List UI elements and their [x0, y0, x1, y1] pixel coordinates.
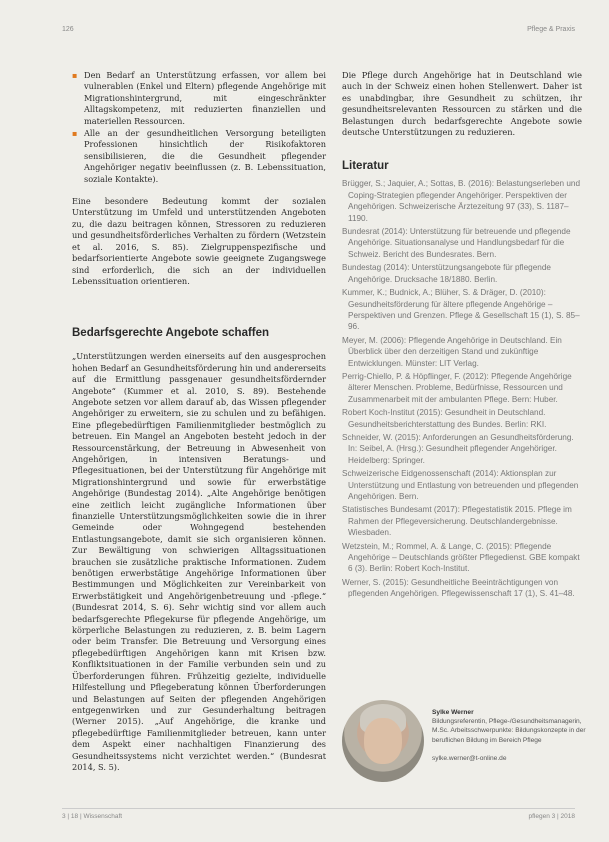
author-name: Sylke Werner — [432, 709, 474, 716]
section-heading: Bedarfsgerechte Angebote schaffen — [72, 327, 270, 340]
literature-heading: Literatur — [342, 160, 389, 173]
reference-list — [342, 178, 582, 599]
reference-item: Wetzstein, M.; Rommel, A. & Lange, C. (2015): Pflegende Angehörige – Deutschlands größter Pflegedienst. GBE kompakt 6 (3). Berlin: Robert Koch-Institut. — [342, 541, 580, 574]
author-photo — [342, 700, 424, 782]
left-column — [72, 70, 326, 773]
reference-item: Meyer, M. (2006): Pflegende Angehörige in Deutschland. Ein Überblick über den derzeitigen Stand und zukünftige Entwicklungen. Münster: LIT Verlag. — [342, 335, 562, 368]
reference-item: Schweizerische Eidgenossenschaft (2014): Aktionsplan zur Unterstützung und Entlastung von betreuenden und pflegenden Angehörigen. Bern. — [342, 469, 579, 501]
bullet-item: ▪ Alle an der gesundheitlichen Versorgung beteiligten Professionen hinsichtlich der Risikofaktoren sensibilisieren, die die Gesundheit pflegender Angehöriger negativ beeinflussen (z. B. Lebenssituation, soziale Kontakte). — [72, 128, 326, 185]
reference-item: Schneider, W. (2015): Anforderungen an Gesundheitsförderung. In: Seibel, A. (Hrsg.): Gesundheit pflegender Angehöriger. Heidelberg: Springer. — [342, 432, 574, 465]
reference-item: Werner, S. (2015): Gesundheitliche Beeinträchtigungen von pflegenden Angehörigen. Pflegewissenschaft 17 (1), S. 41–48. — [342, 577, 575, 599]
section-label: Pflege & Praxis — [527, 26, 575, 33]
page-footer — [62, 808, 575, 825]
reference-item: Statistisches Bundesamt (2017): Pflegestatistik 2015. Pflege im Rahmen der Pflegeversicherung. Deutschlandergebnisse. Wiesbaden. — [342, 505, 572, 538]
bullet-list — [72, 70, 326, 185]
reference-item: Brügger, S.; Jaquier, A.; Sottas, B. (2016): Belastungserleben und Coping-Strategien pflegender Angehöriger. Perspektiven der Angehörigen. Schweizerische Ärztezeitung 97 (33), S. 1187–1190. — [342, 179, 581, 223]
reference-item: Bundesrat (2014): Unterstützung für betreuende und pflegende Angehörige. Situationsanalyse und Handlungsbedarf für die Schweiz. Bericht des Bundesrates. Bern. — [342, 227, 571, 259]
reference-item: Perrig-Chiello, P. & Höpflinger, F. (2012): Pflegende Angehörige älterer Menschen. Probleme, Bedürfnisse, Ressourcen und Zusammenarbeit mit der ambulanten Pflege. Bern: Huber. — [342, 371, 572, 404]
running-header — [62, 26, 575, 40]
page-number: 126 — [62, 26, 74, 33]
author-description: Bildungsreferentin, Pflege-/Gesundheitsmanagerin, M.Sc. Arbeitsschwerpunkte: Bildungskonzepte in der beruflichen Bildung im Bereich Pflege — [432, 718, 586, 744]
body-paragraph: Eine besondere Bedeutung kommt der sozialen Unterstützung im Umfeld und unterstützenden Angeboten zu, die dazu beitragen können, Stressoren zu reduzieren und gesundheitsförderliches Verhalten zu fördern (Wetzstein et al. 2016, S. 85). Zielgruppenspezifische und bedarfsorientierte Angebote sowie geeignete Zugangswege sind erforderlich, die sich an der individuellen Lebenssituation orientieren. — [72, 196, 326, 286]
reference-item: Robert Koch-Institut (2015): Gesundheit in Deutschland. Gesundheitsberichterstattung des Bundes. Berlin: RKI. — [342, 408, 547, 429]
body-paragraph: Die Pflege durch Angehörige hat in Deutschland wie auch in der Schweiz einen hohen Stellenwert. Daher ist es unabdingbar, ihre Gesundheit zu schützen, ihr gesundheitsrelevanten Ressourcen zu stärken und die Belastungen durch bedarfsgerechte Angebote sowie deutsche Unterstützungen zu reduzieren. — [342, 70, 582, 138]
right-column — [342, 70, 582, 602]
bullet-item: ▪ Den Bedarf an Unterstützung erfassen, vor allem bei vulnerablen (Enkel und Eltern) pflegende Angehörige mit Migrationshintergrund, mit eingeschränkter Alltagskompetenz, mit reduzierten finanziellen und materiellen Ressourcen. — [72, 70, 326, 127]
footer-left: 3 | 18 | Wissenschaft — [62, 813, 123, 820]
author-box — [342, 700, 592, 780]
footer-right: pflegen 3 | 2018 — [528, 813, 575, 820]
body-paragraph: „Unterstützungen werden einerseits auf den ausgesprochen hohen Bedarf an Gesundheitsförderung hin und andererseits auf die Ermittlung passgenauer gesundheitsfördernder Angebote“ (Kummer et al. 2010, S. 89). Bestehende Angebote setzen vor allem darauf ab, das Wissen pflegender Angehöriger zu erweitern, sie zu schulen und zu befähigen. Eine pflegebedürftigen Familienmitglieder bestmöglich zu betreuen. Ein Mangel an Angeboten besteht jedoch in der Ressourcenstärkung, der Betreuung in Abwesenheit von Angehörigen, in intensiven Beratungs- und Pflegesituationen, bei der Unterstützung für Angehörige mit Migrationshintergrund und sowie für erwerbstätige Angehörige (Bundestag 2014). „Alte Angehörige benötigen eine zeitlich leicht zugängliche Informationen über finanzielle Unterstützungsmöglichkeiten sowie die in ihrer Gemeinde oder Wohngegend bestehenden Entlastungsangebote, damit sie sich organisieren können. Zur Bewältigung von schwierigen Alltagssituationen brauchen sie zusätzliche praktische Informationen. Zudem benötigen erwerbstätige Angehörige Informationen über Bestimmungen und Möglichkeiten zur Vereinbarkeit von Erwerbstätigkeit und Angehörigenbetreuung und -pflege.“ (Bundesrat 2014, S. 6). Sehr wichtig sind vor allem auch bedarfsgerechte Pflegekurse für pflegende Angehörige, um körperliche Belastungen zu reduzieren, z. B. beim Lagern oder beim Transfer. Die Betreuung und Versorgung eines pflegebedürftigen Angehörigen kann mit Krisen bzw. Konfliktsituationen in der Familie verbunden sein und zu Überforderungen führen. Frühzeitig gezielte, individuelle Hilfestellung und Pflegeberatung können Überforderungen und Belastungen auf Seiten der pflegenden Angehörigen entgegenwirken und zur Gesunderhaltung beitragen (Werner 2015). „Auf Angehörige, die kranke und pflegebedürftige Familienmitglieder betreuen, kann unter dem Aspekt einer nachhaltigen Finanzierung des Gesundheitssystems nicht verzichtet werden.“ (Bundesrat 2014, S. 5). — [72, 351, 326, 772]
author-info — [432, 708, 592, 763]
author-email: sylke.werner@t-online.de — [432, 754, 507, 762]
reference-item: Kummer, K.; Budnick, A.; Blüher, S. & Dräger, D. (2010): Gesundheitsförderung für ältere pflegende Angehörige – Perspektiven und Grenzen. Pflege & Gesellschaft 15 (1), S. 85–96. — [342, 288, 580, 332]
reference-item: Bundestag (2014): Unterstützungsangebote für pflegende Angehörige. Drucksache 18/1880. Berlin. — [342, 263, 551, 284]
